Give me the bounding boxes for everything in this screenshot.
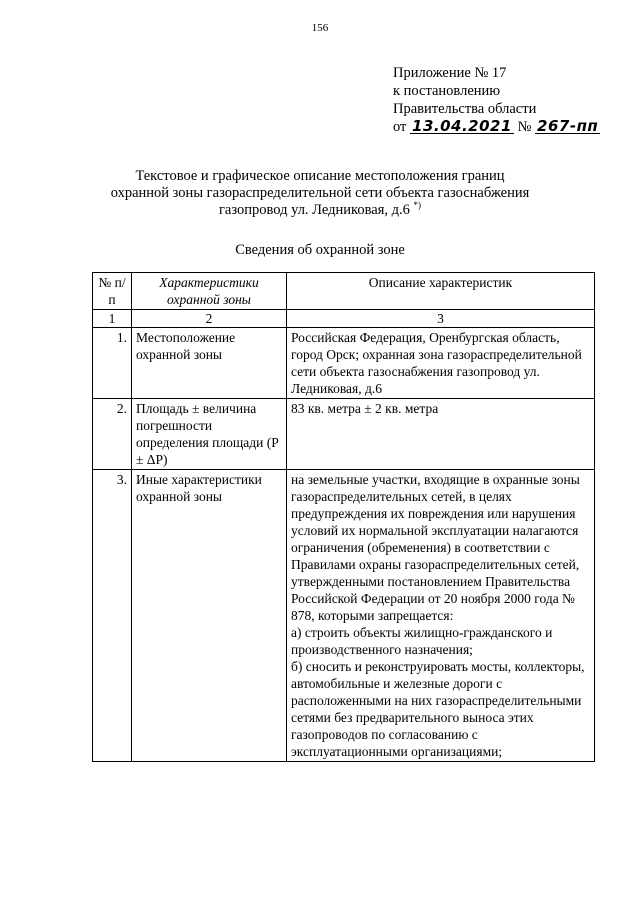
row-characteristic: Площадь ± величина погрешности определения площади (P ± ΔP)	[132, 399, 287, 470]
row-characteristic: Иные характеристики охранной зоны	[132, 470, 287, 762]
table-row	[93, 399, 595, 470]
table-row	[93, 328, 595, 399]
zone-info-table	[92, 272, 595, 762]
from-label: от	[393, 119, 407, 135]
title-line-2: охранной зоны газораспределительной сети объекта газоснабжения	[110, 185, 530, 201]
col-number-2: 2	[132, 310, 287, 328]
footnote-mark: *)	[413, 200, 422, 211]
document-title	[0, 168, 640, 219]
handwritten-number: 267-пп	[537, 117, 599, 135]
row-description: Российская Федерация, Оренбургская область, город Орск; охранная зона газораспределительной сети объекта газоснабжения газопровод ул. Ледниковая, д.6	[287, 328, 595, 399]
table-header-row	[93, 273, 595, 310]
title-line-3	[0, 202, 640, 219]
appendix-date-line	[393, 118, 600, 136]
handwritten-date: 13.04.2021	[412, 117, 512, 135]
header-col-number: № п/п	[93, 273, 132, 310]
header-col-description: Описание характеристик	[287, 273, 595, 310]
row-description	[287, 470, 595, 762]
header-col-characteristic: Характеристики охранной зоны	[132, 273, 287, 310]
appendix-block	[393, 64, 600, 136]
description-paragraph: а) строить объекты жилищно-гражданского и производственного назначения;	[291, 625, 553, 657]
section-subtitle: Сведения об охранной зоне	[235, 242, 405, 258]
description-paragraph: на земельные участки, входящие в охранные зоны газораспределительных сетей, в целях предупреждения их повреждения или нарушения условий их нормальной эксплуатации налагаются ограничения (обременения) в соответствии с Правилами охраны газораспределительных сетей, утвержденными постановлением Правительства Российской Федерации от 20 ноября 2000 года № 878, которыми запрещается:	[291, 472, 580, 623]
row-number: 2.	[93, 399, 132, 470]
table-row	[93, 470, 595, 762]
number-label: №	[517, 119, 532, 135]
col-number-3: 3	[287, 310, 595, 328]
row-number: 1.	[93, 328, 132, 399]
row-description: 83 кв. метра ± 2 кв. метра	[287, 399, 595, 470]
page-number: 156	[311, 22, 329, 34]
title-line-3-text: газопровод ул. Ледниковая, д.6	[218, 202, 410, 218]
description-paragraph: б) сносить и реконструировать мосты, коллекторы, автомобильные и железные дороги с расположенными на них газораспределительными сетями без предварительного выноса этих газопроводов по согласованию с эксплуатационными организациями;	[291, 659, 585, 759]
appendix-line-3: Правительства области	[393, 101, 537, 117]
row-characteristic: Местоположение охранной зоны	[132, 328, 287, 399]
column-numbers-row	[93, 310, 595, 328]
col-number-1: 1	[93, 310, 132, 328]
title-line-1: Текстовое и графическое описание местоположения границ	[135, 168, 505, 184]
row-number: 3.	[93, 470, 132, 762]
appendix-line-2: к постановлению	[393, 83, 501, 99]
appendix-line-1: Приложение № 17	[393, 65, 507, 81]
